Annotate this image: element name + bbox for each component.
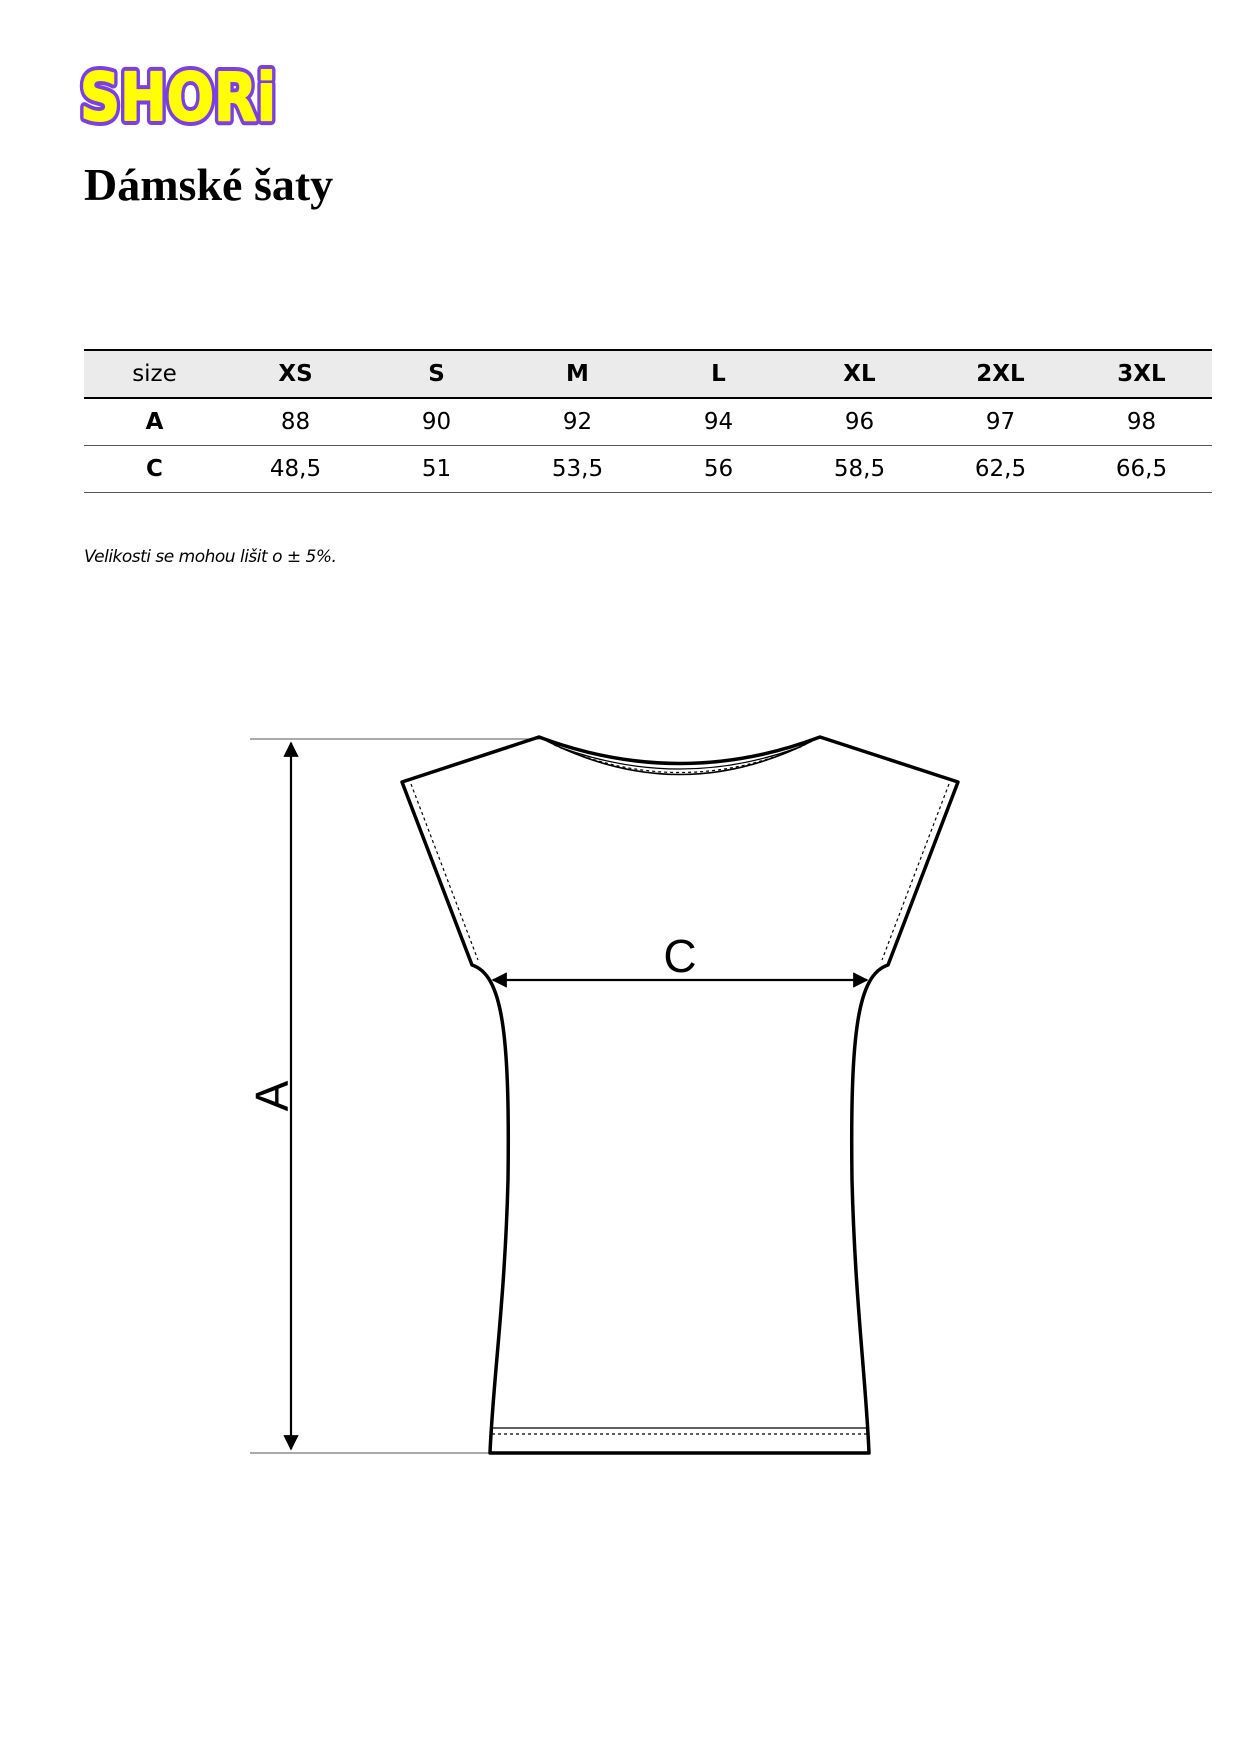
table-cell: 51 <box>366 446 507 493</box>
size-header-label: size <box>84 350 225 398</box>
size-xs: XS <box>225 350 366 398</box>
table-cell: 98 <box>1071 398 1212 446</box>
row-label-a: A <box>84 398 225 446</box>
size-s: S <box>366 350 507 398</box>
size-l: L <box>648 350 789 398</box>
size-3xl: 3XL <box>1071 350 1212 398</box>
svg-text:SHORi: SHORi <box>80 59 276 136</box>
dress-outline <box>402 737 958 1453</box>
table-cell: 56 <box>648 446 789 493</box>
table-cell: 53,5 <box>507 446 648 493</box>
chest-c-label: C <box>663 930 697 982</box>
tolerance-note: Velikosti se mohou lišit o ± 5%. <box>84 547 337 567</box>
table-cell: 88 <box>225 398 366 446</box>
table-cell: 97 <box>930 398 1071 446</box>
table-cell: 62,5 <box>930 446 1071 493</box>
svg-text:SHORi: SHORi <box>80 59 276 136</box>
table-cell: 58,5 <box>789 446 930 493</box>
length-a-label: A <box>246 1080 298 1112</box>
row-label-c: C <box>84 446 225 493</box>
page-title: Dámské šaty <box>84 159 334 210</box>
sleeve-stitch-right <box>882 784 949 960</box>
neckline-trim <box>562 748 797 769</box>
table-cell: 96 <box>789 398 930 446</box>
table-cell: 94 <box>648 398 789 446</box>
sleeve-stitch-left <box>411 784 478 960</box>
table-cell: 92 <box>507 398 648 446</box>
size-2xl: 2XL <box>930 350 1071 398</box>
size-xl: XL <box>789 350 930 398</box>
table-cell: 90 <box>366 398 507 446</box>
table-cell: 66,5 <box>1071 446 1212 493</box>
neckline-trim <box>554 745 805 773</box>
table-cell: 48,5 <box>225 446 366 493</box>
size-m: M <box>507 350 648 398</box>
